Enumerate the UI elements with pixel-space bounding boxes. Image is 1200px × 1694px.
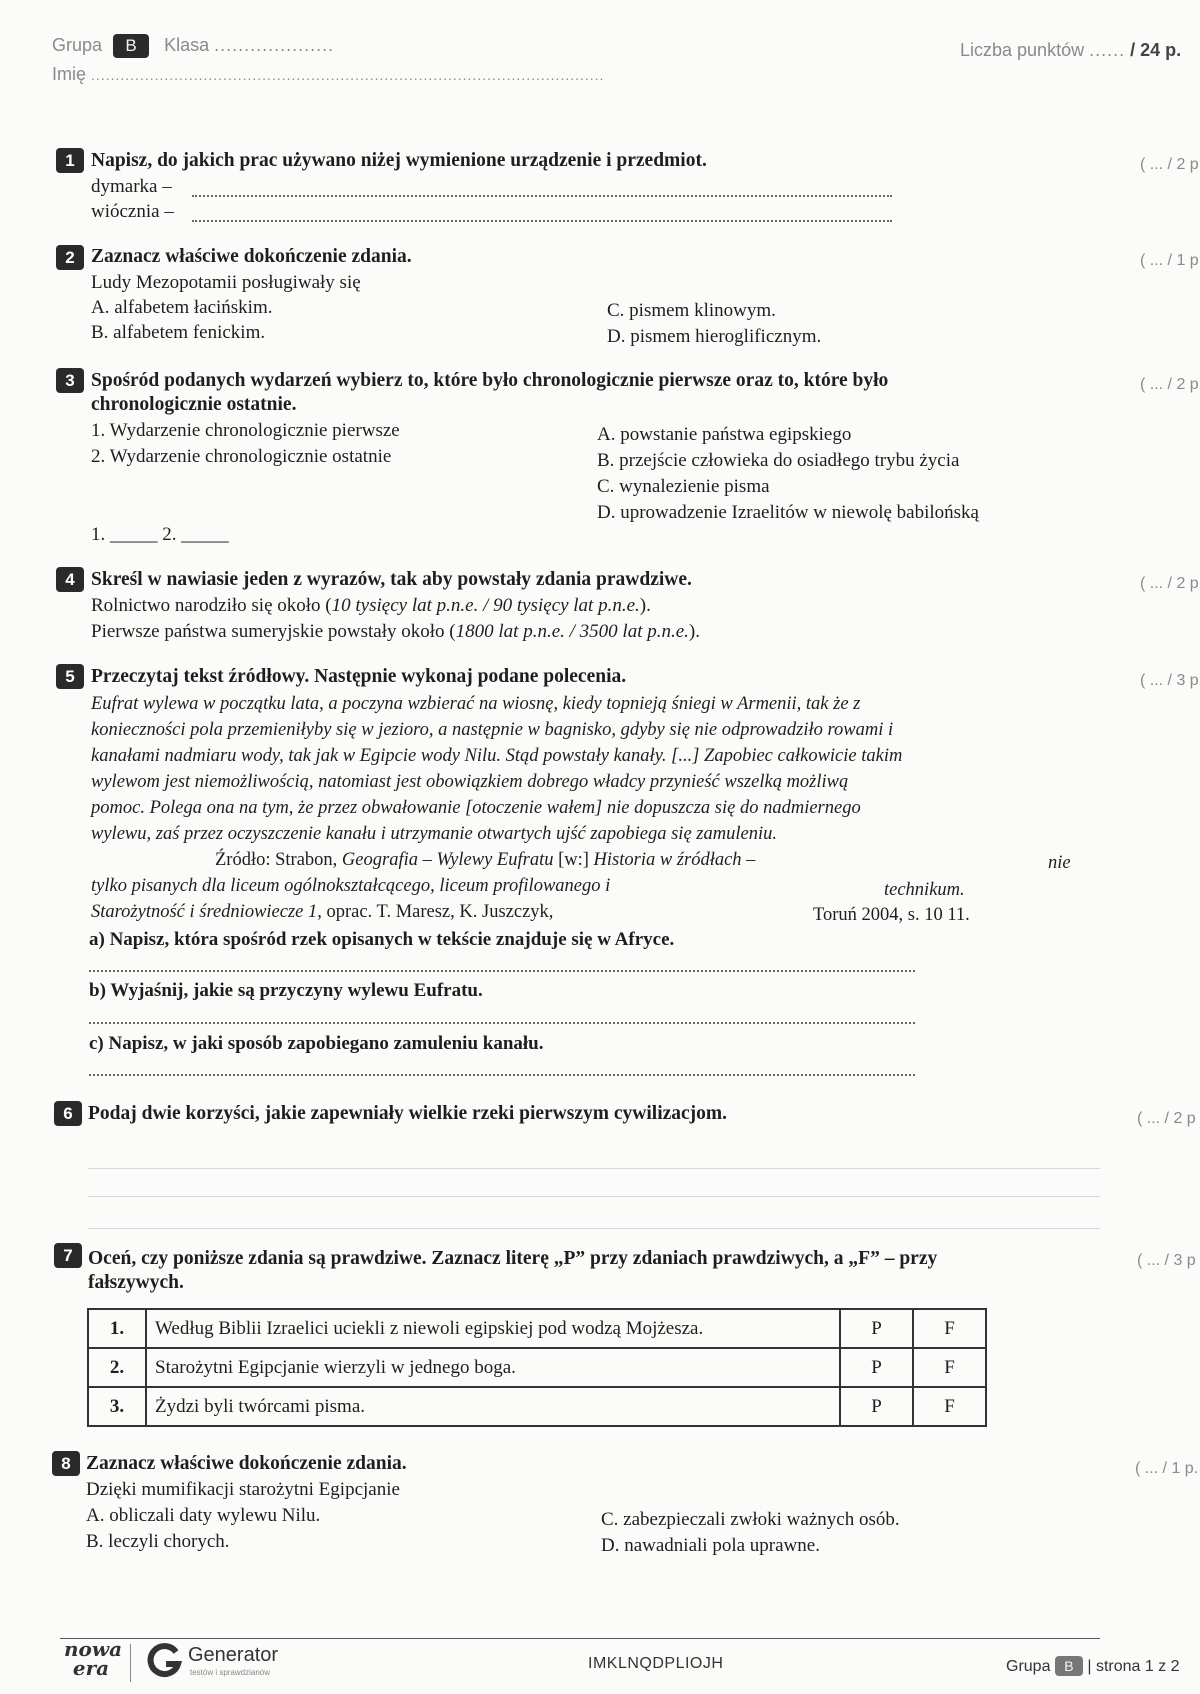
question-title-cont: fałszywych. — [88, 1272, 184, 1293]
question-title: Oceń, czy poniższe zdania są prawdziwe. Zaznacz literę „P” przy zdaniach prawdziwych, a „F” – przy — [88, 1248, 938, 1269]
event-slot-last: 2. Wydarzenie chronologicznie ostatnie — [91, 446, 392, 467]
sentence-end: ). — [688, 621, 700, 642]
sentence-text: Rolnictwo narodziło się około ( — [91, 595, 332, 616]
true-option[interactable]: P — [840, 1309, 913, 1348]
option-d[interactable]: D. uprowadzenie Izraelitów w niewolę babilońską — [597, 502, 979, 523]
source-text-line: konieczności pola przemieniłyby się w jezioro, a następnie w bagnisko, gdyby się nie odprowadziło rowami i — [91, 720, 894, 740]
question-points: ( ... / 3 p — [1137, 1252, 1196, 1269]
table-row — [88, 1348, 986, 1387]
citation-line2: tylko pisanych dla liceum ogólnokształcącego, liceum profilowanego i — [91, 876, 611, 896]
source-citation — [215, 850, 755, 871]
question-points: ( ... / 2 p — [1140, 575, 1199, 592]
question-title-cont: chronologicznie ostatnie. — [91, 394, 297, 415]
answer-line[interactable] — [88, 1168, 1100, 1169]
sentence-2 — [91, 621, 700, 643]
row-number: 3. — [88, 1387, 146, 1426]
row-statement: Żydzi byli twórcami pisma. — [146, 1387, 840, 1426]
source-text-line: wylewom jest niemożliwością, natomiast jest obowiązkiem dobrego władcy przynieść wszelką możliwą — [91, 772, 849, 792]
table-row — [88, 1309, 986, 1348]
answer-line[interactable] — [89, 970, 915, 972]
citation-editors: , oprac. T. Maresz, K. Juszczyk, — [317, 902, 554, 922]
question-number: 8 — [52, 1451, 80, 1476]
question-title: Zaznacz właściwe dokończenie zdania. — [86, 1453, 407, 1474]
option-c[interactable]: C. wynalezienie pisma — [597, 476, 770, 497]
footer-group-label: Grupa — [1006, 1658, 1051, 1675]
option-d[interactable]: D. nawadniali pola uprawne. — [601, 1535, 820, 1556]
question-points: ( ... / 2 p — [1140, 376, 1199, 393]
source-text-line: wylewu, zaś przez oczyszczenie kanału i utrzymanie otwartych ujść zapobiega się zamuleniu. — [91, 824, 777, 844]
true-false-table — [87, 1308, 987, 1427]
generator-logo-icon — [146, 1642, 184, 1680]
question-title: Zaznacz właściwe dokończenie zdania. — [91, 246, 412, 267]
true-option[interactable]: P — [840, 1387, 913, 1426]
question-title: Skreśl w nawiasie jeden z wyrazów, tak aby powstały zdania prawdziwe. — [91, 569, 692, 590]
event-slot-first: 1. Wydarzenie chronologicznie pierwsze — [91, 420, 400, 441]
option-c[interactable]: C. pismem klinowym. — [607, 300, 776, 321]
row-statement: Według Biblii Izraelici uciekli z niewoli egipskiej pod wodzą Mojżesza. — [146, 1309, 840, 1348]
document-code: IMKLNQDPLIOJH — [588, 1655, 724, 1672]
question-points: ( ... / 1 p. — [1135, 1460, 1199, 1477]
points-input[interactable]: ...... — [1089, 40, 1126, 60]
option-c[interactable]: C. zabezpieczali zwłoki ważnych osób. — [601, 1509, 900, 1530]
row-number: 2. — [88, 1348, 146, 1387]
generator-subtitle: testów i sprawdzianów — [190, 1668, 271, 1677]
answer-line[interactable] — [192, 220, 892, 222]
class-input[interactable]: .................... — [214, 35, 335, 55]
publisher-logo-bottom: era — [72, 1656, 110, 1680]
true-option[interactable]: P — [840, 1348, 913, 1387]
row-number: 1. — [88, 1309, 146, 1348]
citation-mid: [w:] — [553, 850, 594, 870]
question-number: 5 — [56, 664, 84, 689]
group-field — [52, 34, 334, 58]
points-total: / 24 p. — [1130, 40, 1182, 60]
row-statement: Starożytni Egipcjanie wierzyli w jednego boga. — [146, 1348, 840, 1387]
points-label: Liczba punktów — [960, 40, 1085, 60]
source-text-line: pomoc. Polega ona na tym, że przez obwałowanie [otoczenie wałem] nie dopuszcza się do nadmiernego — [91, 798, 861, 818]
question-number: 1 — [56, 148, 84, 173]
question-title: Przeczytaj tekst źródłowy. Następnie wykonaj podane polecenia. — [91, 666, 627, 687]
option-a[interactable]: A. obliczali daty wylewu Nilu. — [86, 1505, 321, 1526]
citation-book-title: Starożytność i średniowiecze 1 — [91, 902, 318, 922]
answer-line[interactable] — [88, 1196, 1100, 1197]
option-a[interactable]: A. powstanie państwa egipskiego — [597, 424, 852, 445]
question-number: 7 — [54, 1243, 82, 1268]
question-title: Podaj dwie korzyści, jakie zapewniały wielkie rzeki pierwszym cywilizacjom. — [88, 1103, 728, 1124]
source-text-line: Eufrat wylewa w początku lata, a poczyna wzbierać na wiosnę, kiedy topnieją śniegi w Armenii, tak że z — [91, 694, 861, 714]
answer-label: wiócznia – — [91, 201, 174, 222]
sentence-text: Pierwsze państwa sumeryjskie powstały około ( — [91, 621, 456, 642]
answer-line[interactable] — [89, 1074, 915, 1076]
footer-group-badge: B — [1055, 1656, 1083, 1676]
citation-prefix: Źródło: Strabon, — [215, 850, 342, 870]
question-points: ( ... / 2 p — [1137, 1110, 1196, 1127]
citation-nie: nie — [1048, 853, 1071, 873]
answer-label: dymarka – — [91, 176, 172, 197]
group-label: Grupa — [52, 35, 103, 55]
task-c: c) Napisz, w jaki sposób zapobiegano zamuleniu kanału. — [89, 1033, 544, 1054]
citation-line3 — [91, 902, 553, 923]
false-option[interactable]: F — [913, 1348, 986, 1387]
question-lead: Ludy Mezopotamii posługiwały się — [91, 272, 361, 293]
generator-title: Generator — [188, 1644, 279, 1666]
question-points: ( ... / 3 p — [1140, 672, 1199, 689]
choice-pair[interactable]: 10 tysięcy lat p.n.e. / 90 tysięcy lat p.n.e. — [331, 595, 640, 616]
name-input[interactable]: ......................................................................................................... — [91, 67, 605, 83]
group-badge: B — [113, 34, 149, 58]
answer-line[interactable]: 1. _____ 2. _____ — [91, 524, 229, 545]
option-b[interactable]: B. leczyli chorych. — [86, 1531, 230, 1552]
option-d[interactable]: D. pismem hieroglificznym. — [607, 326, 822, 347]
question-number: 2 — [56, 245, 84, 270]
class-label: Klasa — [164, 35, 210, 55]
publisher-logo — [64, 1637, 123, 1680]
citation-line2-end: technikum. — [884, 880, 965, 900]
citation-publication: Toruń 2004, s. 10 11. — [813, 905, 970, 925]
citation-work: Geografia – Wylewy Eufratu — [341, 850, 554, 870]
logo-divider — [130, 1644, 131, 1682]
option-b[interactable]: B. przejście człowieka do osiadłego trybu życia — [597, 450, 960, 471]
points-field — [960, 40, 1181, 61]
footer-page-info — [1006, 1656, 1180, 1676]
question-lead: Dzięki mumifikacji starożytni Egipcjanie — [86, 1479, 400, 1500]
question-points: ( ... / 2 p — [1140, 156, 1199, 173]
question-points: ( ... / 1 p — [1140, 252, 1199, 269]
option-b[interactable]: B. alfabetem fenickim. — [91, 322, 266, 343]
table-row — [88, 1387, 986, 1426]
question-title: Spośród podanych wydarzeń wybierz to, które było chronologicznie pierwsze oraz to, które było — [91, 370, 889, 391]
question-number: 3 — [56, 368, 84, 393]
question-number: 4 — [56, 567, 84, 592]
choice-pair[interactable]: 1800 lat p.n.e. / 3500 lat p.n.e. — [455, 621, 689, 642]
name-field — [52, 64, 604, 85]
question-title: Napisz, do jakich prac używano niżej wymienione urządzenie i przedmiot. — [91, 150, 707, 171]
sentence-1 — [91, 595, 651, 617]
publisher-logo-top: nowa — [64, 1637, 123, 1661]
task-a: a) Napisz, która spośród rzek opisanych w tekście znajduje się w Afryce. — [89, 929, 675, 950]
answer-line[interactable] — [192, 195, 892, 197]
answer-line[interactable] — [89, 1022, 915, 1024]
answer-line[interactable] — [88, 1228, 1100, 1229]
option-a[interactable]: A. alfabetem łacińskim. — [91, 297, 273, 318]
source-text-line: kanałami nadmiaru wody, tak jak w Egipcie wody Nilu. Stąd powstały kanały. [...] Zapobiec całkowicie takim — [91, 746, 903, 766]
task-b: b) Wyjaśnij, jakie są przyczyny wylewu Eufratu. — [89, 980, 483, 1001]
sentence-end: ). — [639, 595, 651, 616]
citation-book: Historia w źródłach – — [593, 850, 756, 870]
false-option[interactable]: F — [913, 1309, 986, 1348]
footer-page: | strona 1 z 2 — [1087, 1658, 1180, 1675]
false-option[interactable]: F — [913, 1387, 986, 1426]
footer-divider — [60, 1638, 1100, 1639]
question-number: 6 — [54, 1101, 82, 1126]
name-label: Imię — [52, 64, 87, 84]
